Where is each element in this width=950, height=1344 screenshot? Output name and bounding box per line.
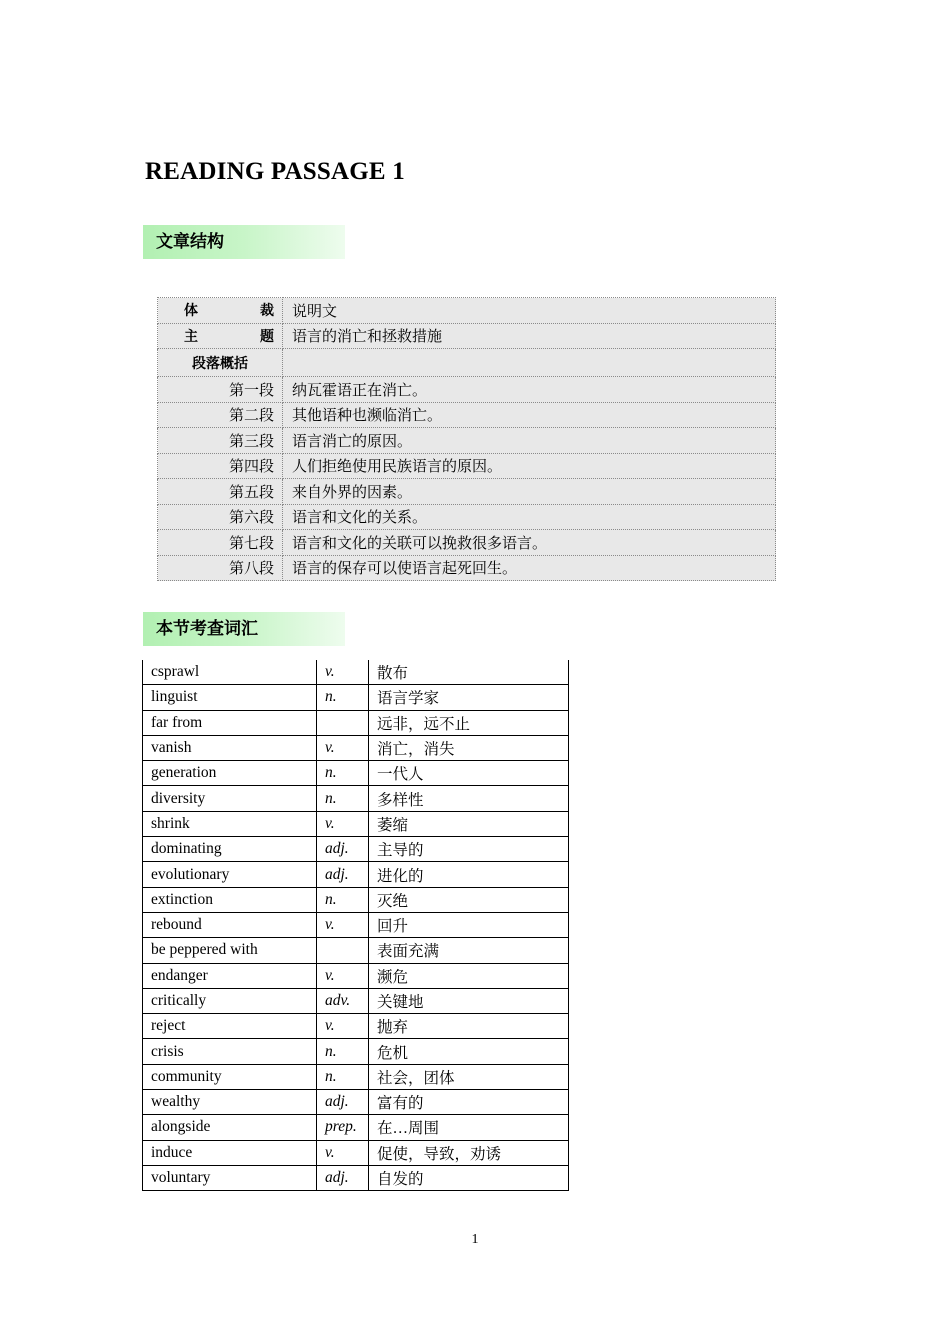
vocab-part-of-speech: adj.	[317, 862, 369, 887]
vocab-part-of-speech: v.	[317, 660, 369, 685]
vocab-word: vanish	[143, 735, 317, 760]
vocab-word: shrink	[143, 811, 317, 836]
vocab-part-of-speech: n.	[317, 887, 369, 912]
structure-row	[158, 349, 776, 377]
vocab-part-of-speech	[317, 938, 369, 963]
structure-label: 第八段	[158, 555, 283, 581]
page-title: READING PASSAGE 1	[145, 158, 405, 185]
vocab-word: diversity	[143, 786, 317, 811]
structure-label: 第六段	[158, 504, 283, 530]
vocab-part-of-speech: adj.	[317, 837, 369, 862]
vocab-meaning: 濒危	[369, 963, 569, 988]
vocab-meaning: 进化的	[369, 862, 569, 887]
vocab-row	[143, 887, 569, 912]
vocab-word: community	[143, 1064, 317, 1089]
vocab-word: dominating	[143, 837, 317, 862]
section-header-vocabulary: 本节考查词汇	[143, 612, 345, 646]
vocab-word: voluntary	[143, 1165, 317, 1190]
vocab-word: extinction	[143, 887, 317, 912]
structure-row	[158, 555, 776, 581]
vocab-meaning: 社会，团体	[369, 1064, 569, 1089]
structure-value: 说明文	[283, 298, 776, 324]
vocab-part-of-speech: n.	[317, 1039, 369, 1064]
vocab-row	[143, 761, 569, 786]
structure-label: 第四段	[158, 453, 283, 479]
structure-row	[158, 504, 776, 530]
vocab-word: alongside	[143, 1115, 317, 1140]
vocab-meaning: 在…周围	[369, 1115, 569, 1140]
vocab-row	[143, 1014, 569, 1039]
structure-label: 第一段	[158, 377, 283, 403]
structure-value: 语言的消亡和拯救措施	[283, 323, 776, 349]
vocab-row	[143, 1165, 569, 1190]
vocab-row	[143, 786, 569, 811]
structure-row	[158, 298, 776, 324]
vocab-part-of-speech: n.	[317, 786, 369, 811]
vocab-part-of-speech: adv.	[317, 988, 369, 1013]
vocab-row	[143, 1064, 569, 1089]
vocab-word: wealthy	[143, 1090, 317, 1115]
structure-label: 第三段	[158, 428, 283, 454]
structure-value: 语言和文化的关系。	[283, 504, 776, 530]
vocab-part-of-speech: adj.	[317, 1090, 369, 1115]
structure-label: 主 题	[158, 323, 283, 349]
vocab-meaning: 散布	[369, 660, 569, 685]
vocab-row	[143, 963, 569, 988]
vocab-part-of-speech: v.	[317, 912, 369, 937]
vocab-word: reject	[143, 1014, 317, 1039]
vocab-part-of-speech: adj.	[317, 1165, 369, 1190]
vocab-row	[143, 938, 569, 963]
vocab-part-of-speech	[317, 710, 369, 735]
vocabulary-table	[142, 660, 569, 1191]
vocab-meaning: 自发的	[369, 1165, 569, 1190]
vocab-meaning: 富有的	[369, 1090, 569, 1115]
vocab-part-of-speech: v.	[317, 1014, 369, 1039]
vocab-word: be peppered with	[143, 938, 317, 963]
vocab-meaning: 促使，导致，劝诱	[369, 1140, 569, 1165]
vocab-meaning: 一代人	[369, 761, 569, 786]
vocab-meaning: 语言学家	[369, 685, 569, 710]
vocab-meaning: 主导的	[369, 837, 569, 862]
structure-label: 第二段	[158, 402, 283, 428]
vocab-row	[143, 912, 569, 937]
structure-row	[158, 377, 776, 403]
structure-value: 来自外界的因素。	[283, 479, 776, 505]
vocab-part-of-speech: v.	[317, 963, 369, 988]
vocab-row	[143, 1140, 569, 1165]
vocab-part-of-speech: n.	[317, 1064, 369, 1089]
vocab-word: far from	[143, 710, 317, 735]
vocab-part-of-speech: v.	[317, 811, 369, 836]
structure-row	[158, 530, 776, 556]
vocab-part-of-speech: v.	[317, 1140, 369, 1165]
structure-value: 语言和文化的关联可以挽救很多语言。	[283, 530, 776, 556]
vocab-meaning: 回升	[369, 912, 569, 937]
vocab-meaning: 远非，远不止	[369, 710, 569, 735]
vocab-row	[143, 710, 569, 735]
page-number: 1	[471, 1232, 479, 1247]
structure-label: 第七段	[158, 530, 283, 556]
vocab-row	[143, 735, 569, 760]
vocab-word: rebound	[143, 912, 317, 937]
vocab-word: generation	[143, 761, 317, 786]
vocab-part-of-speech: n.	[317, 761, 369, 786]
section-header-structure: 文章结构	[143, 225, 345, 259]
vocab-meaning: 抛弃	[369, 1014, 569, 1039]
vocab-part-of-speech: v.	[317, 735, 369, 760]
structure-label: 体 裁	[158, 298, 283, 324]
vocab-word: critically	[143, 988, 317, 1013]
structure-label: 段落概括	[158, 349, 283, 377]
structure-value: 语言的保存可以使语言起死回生。	[283, 555, 776, 581]
vocab-meaning: 关键地	[369, 988, 569, 1013]
vocab-word: linguist	[143, 685, 317, 710]
vocab-part-of-speech: prep.	[317, 1115, 369, 1140]
structure-value	[283, 349, 776, 377]
vocab-meaning: 灭绝	[369, 887, 569, 912]
structure-value: 人们拒绝使用民族语言的原因。	[283, 453, 776, 479]
vocab-part-of-speech: n.	[317, 685, 369, 710]
structure-value: 其他语种也濒临消亡。	[283, 402, 776, 428]
vocab-row	[143, 811, 569, 836]
vocab-row	[143, 837, 569, 862]
structure-row	[158, 428, 776, 454]
vocab-meaning: 萎缩	[369, 811, 569, 836]
vocab-row	[143, 1115, 569, 1140]
structure-value: 纳瓦霍语正在消亡。	[283, 377, 776, 403]
vocab-word: csprawl	[143, 660, 317, 685]
vocab-row	[143, 660, 569, 685]
vocab-word: induce	[143, 1140, 317, 1165]
vocab-word: endanger	[143, 963, 317, 988]
structure-row	[158, 453, 776, 479]
vocab-row	[143, 685, 569, 710]
structure-row	[158, 402, 776, 428]
structure-table	[157, 297, 776, 581]
vocab-meaning: 表面充满	[369, 938, 569, 963]
vocab-meaning: 消亡，消失	[369, 735, 569, 760]
structure-row	[158, 323, 776, 349]
vocab-row	[143, 1039, 569, 1064]
vocab-word: crisis	[143, 1039, 317, 1064]
vocab-meaning: 多样性	[369, 786, 569, 811]
vocab-meaning: 危机	[369, 1039, 569, 1064]
vocab-word: evolutionary	[143, 862, 317, 887]
structure-label: 第五段	[158, 479, 283, 505]
vocab-row	[143, 1090, 569, 1115]
vocab-row	[143, 862, 569, 887]
vocab-row	[143, 988, 569, 1013]
structure-value: 语言消亡的原因。	[283, 428, 776, 454]
structure-row	[158, 479, 776, 505]
